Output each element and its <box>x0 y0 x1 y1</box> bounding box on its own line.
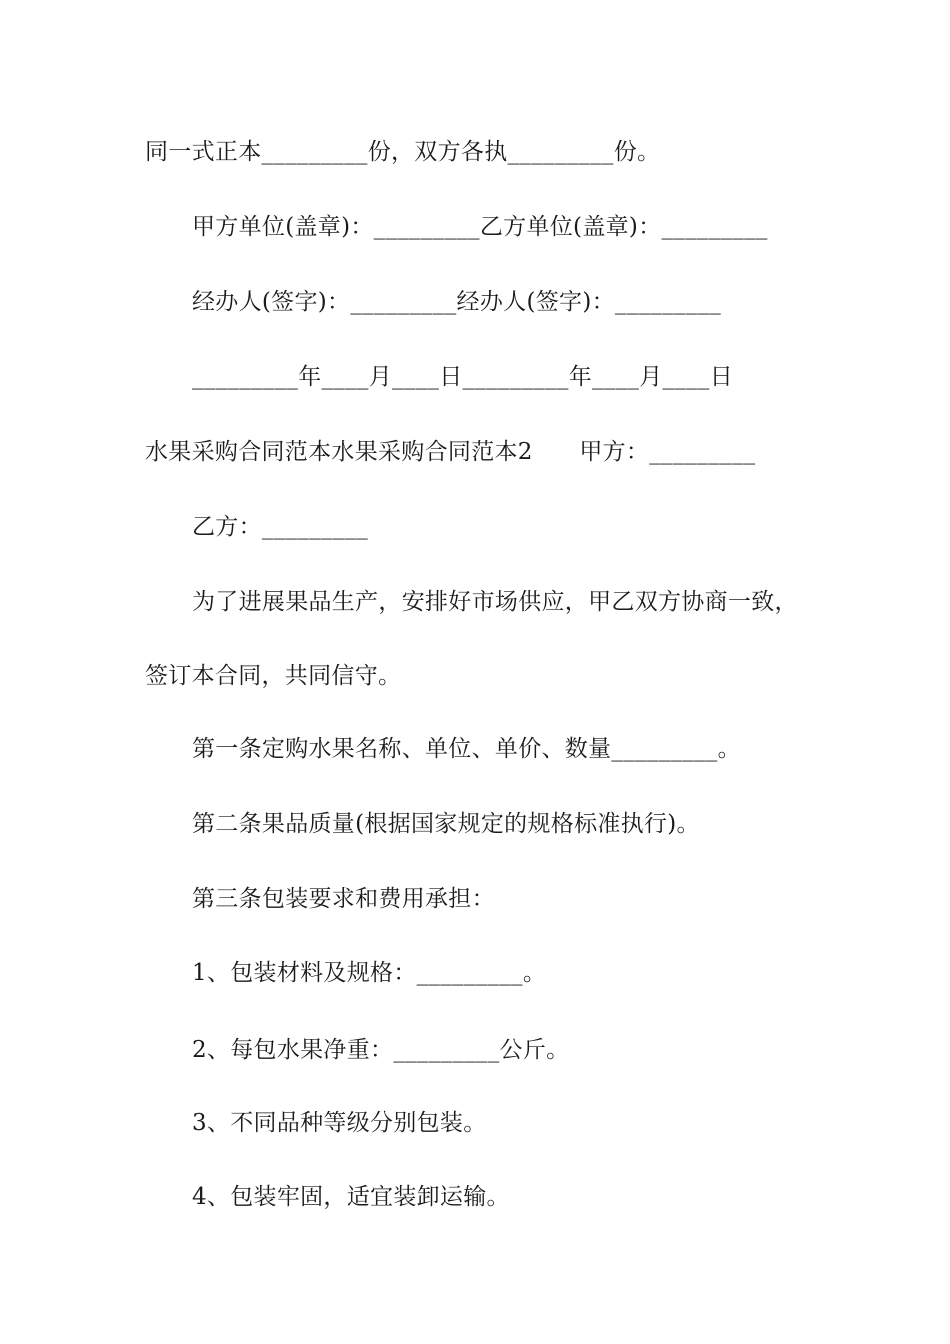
date-line: _________年____月____日_________年____月____日 <box>192 364 733 390</box>
preamble-line-1: 为了进展果品生产，安排好市场供应，甲乙双方协商一致， <box>192 589 798 615</box>
article-3-heading: 第三条包装要求和费用承担： <box>192 886 495 912</box>
article-3-item-4: 4、包装牢固，适宜装卸运输。 <box>192 1184 510 1210</box>
agent-signature-line: 经办人(签字)：_________经办人(签字)：_________ <box>192 289 722 315</box>
article-2-line: 第二条果品质量(根据国家规定的规格标准执行)。 <box>192 811 700 837</box>
party-b-line: 乙方：_________ <box>192 514 369 540</box>
article-3-item-1: 1、包装材料及规格：_________。 <box>192 960 547 986</box>
article-3-item-3: 3、不同品种等级分别包装。 <box>192 1110 487 1136</box>
article-1-line: 第一条定购水果名称、单位、单价、数量_________。 <box>192 736 741 762</box>
contract-title-line: 水果采购合同范本水果采购合同范本2 甲方：_________ <box>145 439 756 465</box>
party-seal-line: 甲方单位(盖章)：_________乙方单位(盖章)：_________ <box>192 214 768 240</box>
copies-clause-line: 同一式正本_________份，双方各执_________份。 <box>145 139 661 165</box>
article-3-item-2: 2、每包水果净重：_________公斤。 <box>192 1037 570 1063</box>
preamble-line-2: 签订本合同，共同信守。 <box>145 663 402 689</box>
